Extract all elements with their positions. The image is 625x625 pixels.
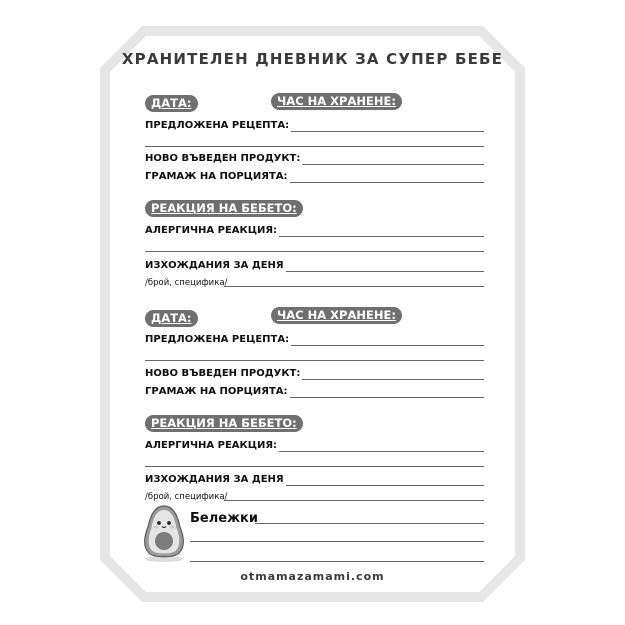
bowel-hint: /брой, специфика/ (145, 278, 228, 288)
new-product-field[interactable] (145, 152, 484, 166)
blank-line[interactable] (145, 466, 484, 467)
offered-recipe-label: ПРЕДЛОЖЕНА РЕЦЕПТА: (145, 334, 290, 345)
page-title: ХРАНИТЕЛЕН ДНЕВНИК ЗА СУПЕР БЕБЕ (121, 50, 504, 68)
allergic-reaction-line (279, 236, 484, 237)
bowel-hint: /брой, специфика/ (145, 492, 228, 502)
bowel-movements-label: ИЗХОЖДАНИЯ ЗА ДЕНЯ (145, 474, 284, 485)
portion-weight-field[interactable] (145, 385, 484, 399)
new-product-label: НОВО ВЪВЕДЕН ПРОДУКТ: (145, 153, 301, 164)
allergic-reaction-field[interactable] (145, 224, 484, 238)
offered-recipe-line (291, 131, 484, 132)
feeding-time-label: ЧАС НА ХРАНЕНЕ: (271, 307, 402, 324)
portion-weight-field[interactable] (145, 170, 484, 184)
portion-weight-label: ГРАМАЖ НА ПОРЦИЯТА: (145, 171, 288, 182)
allergic-reaction-label: АЛЕРГИЧНА РЕАКЦИЯ: (145, 225, 278, 236)
blank-line[interactable] (145, 146, 484, 147)
new-product-line (302, 379, 484, 380)
allergic-reaction-label: АЛЕРГИЧНА РЕАКЦИЯ: (145, 440, 278, 451)
blank-line[interactable] (145, 251, 484, 252)
notes-line[interactable] (190, 561, 484, 562)
bowel-movements-line (286, 485, 484, 486)
allergic-reaction-line (279, 451, 484, 452)
offered-recipe-line (291, 345, 484, 346)
offered-recipe-field[interactable] (145, 333, 484, 347)
notes-line[interactable] (255, 523, 484, 524)
offered-recipe-field[interactable] (145, 119, 484, 133)
bowel-hint-line[interactable] (224, 286, 484, 287)
avocado-icon (140, 503, 188, 563)
date-label: ДАТА: (145, 310, 198, 327)
new-product-label: НОВО ВЪВЕДЕН ПРОДУКТ: (145, 368, 301, 379)
portion-weight-line (290, 182, 484, 183)
bowel-movements-label: ИЗХОЖДАНИЯ ЗА ДЕНЯ (145, 260, 284, 271)
offered-recipe-label: ПРЕДЛОЖЕНА РЕЦЕПТА: (145, 120, 290, 131)
date-label: ДАТА: (145, 95, 198, 112)
baby-reaction-label: РЕАКЦИЯ НА БЕБЕТО: (145, 415, 303, 432)
portion-weight-label: ГРАМАЖ НА ПОРЦИЯТА: (145, 386, 288, 397)
new-product-field[interactable] (145, 367, 484, 381)
bowel-movements-field[interactable] (145, 259, 484, 273)
blank-line[interactable] (145, 360, 484, 361)
notes-label: Бележки (190, 511, 258, 526)
notes-line[interactable] (190, 541, 484, 542)
feeding-time-label: ЧАС НА ХРАНЕНЕ: (271, 93, 402, 110)
website-footer: otmamazamami.com (240, 570, 385, 583)
bowel-hint-line[interactable] (224, 500, 484, 501)
portion-weight-line (290, 397, 484, 398)
bowel-movements-line (286, 271, 484, 272)
allergic-reaction-field[interactable] (145, 439, 484, 453)
baby-reaction-label: РЕАКЦИЯ НА БЕБЕТО: (145, 200, 303, 217)
new-product-line (302, 164, 484, 165)
bowel-movements-field[interactable] (145, 473, 484, 487)
